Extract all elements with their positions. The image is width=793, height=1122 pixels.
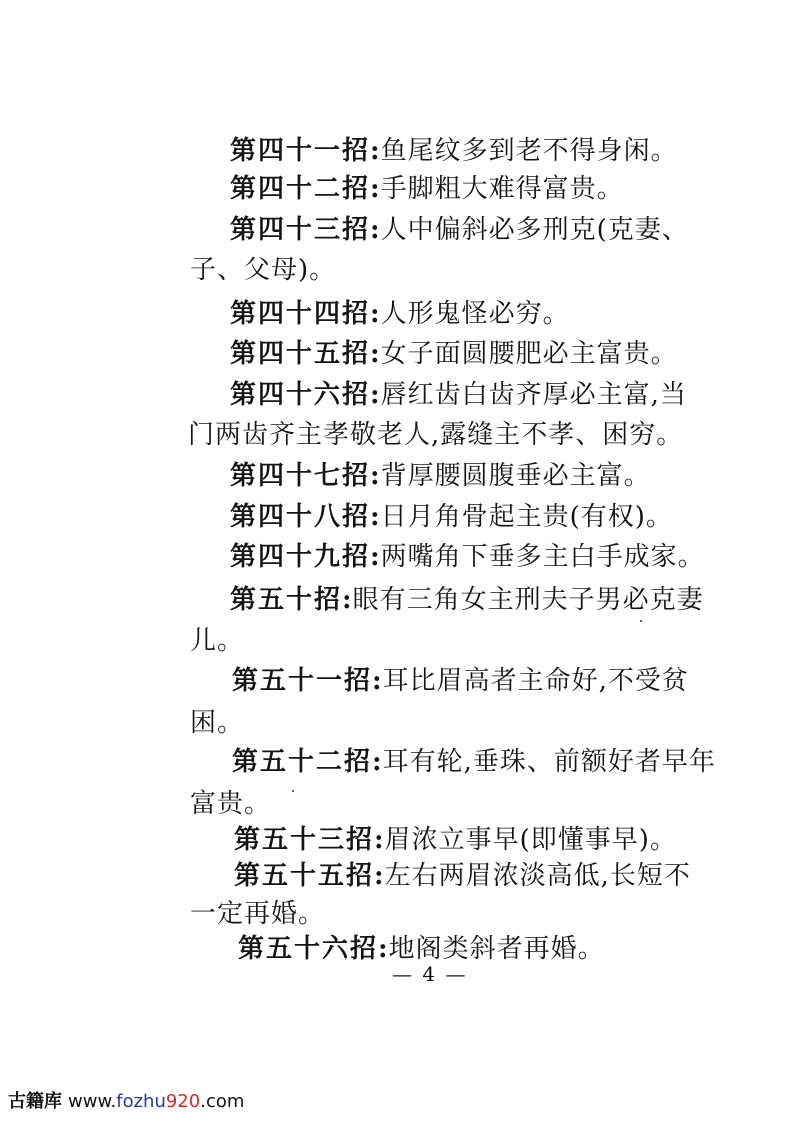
rule-label: 第五十六招	[238, 934, 379, 964]
rule-separator: :	[372, 666, 383, 696]
rule-label: 第五十五招	[234, 861, 375, 891]
rule-text: 耳比眉高者主命好,不受贫	[382, 666, 689, 696]
text-line-8	[188, 418, 683, 452]
rule-text-continuation: 富贵。	[190, 789, 272, 819]
rule-separator: :	[370, 215, 381, 245]
text-line-15	[190, 706, 244, 740]
text-line-6	[230, 337, 678, 371]
watermark-footer	[8, 1091, 244, 1113]
watermark-url-prefix: www.	[68, 1091, 117, 1112]
rule-text-continuation: 子、父母)。	[190, 255, 337, 285]
rule-text: 女子面圆腰肥必主富贵。	[380, 339, 678, 369]
rule-label: 第四十七招	[230, 461, 371, 491]
watermark-site-name: 古籍库	[8, 1091, 62, 1112]
text-line-1	[230, 134, 678, 168]
text-line-19	[234, 859, 691, 893]
scan-speck	[292, 790, 294, 792]
text-line-3	[230, 213, 689, 247]
rule-text: 手脚粗大难得富贵。	[380, 174, 624, 204]
rule-text: 地阁类斜者再婚。	[388, 934, 605, 964]
rule-label: 第四十二招	[230, 174, 371, 204]
rule-text-continuation: 困。	[190, 708, 245, 738]
rule-label: 第四十一招	[230, 136, 371, 166]
rule-label: 第五十二招	[232, 747, 373, 777]
text-line-4	[190, 253, 336, 287]
rule-separator: :	[370, 542, 381, 572]
rule-label: 第五十一招	[232, 666, 373, 696]
rule-text: 背厚腰圆腹垂必主富。	[380, 461, 651, 491]
rule-label: 第五十招	[230, 585, 343, 615]
rule-text-continuation: 门两齿齐主孝敬老人,露缝主不孝、困穷。	[188, 420, 684, 450]
text-line-14	[232, 664, 689, 698]
rule-text: 耳有轮,垂珠、前额好者早年	[382, 747, 716, 777]
text-line-17	[190, 787, 271, 821]
rule-separator: :	[370, 174, 381, 204]
text-line-10	[230, 500, 673, 534]
rule-separator: :	[342, 585, 353, 615]
rule-label: 第五十三招	[234, 825, 375, 855]
rule-text: 唇红齿白齿齐厚必主富,当	[380, 380, 687, 410]
watermark-url-number: 920	[165, 1091, 201, 1112]
watermark-url-suffix: .com	[200, 1091, 245, 1112]
rule-separator: :	[374, 825, 385, 855]
text-line-18	[234, 823, 677, 857]
text-line-5	[230, 297, 570, 331]
rule-label: 第四十三招	[230, 215, 371, 245]
rule-text: 眼有三角女主刑夫子男必克妻	[352, 585, 704, 615]
rule-text: 左右两眉浓淡高低,长短不	[384, 861, 691, 891]
rule-separator: :	[370, 299, 381, 329]
rule-separator: :	[372, 747, 383, 777]
text-line-16	[232, 745, 716, 779]
rule-text-continuation: 儿。	[190, 626, 245, 656]
rule-label: 第四十五招	[230, 339, 371, 369]
text-line-9	[230, 459, 651, 493]
watermark-url-domain: fozhu	[116, 1091, 166, 1112]
text-line-12	[230, 583, 704, 617]
rule-label: 第四十四招	[230, 299, 371, 329]
rule-separator: :	[370, 136, 381, 166]
rule-separator: :	[378, 934, 389, 964]
rule-text: 眉浓立事早(即懂事早)。	[384, 825, 677, 855]
text-line-2	[230, 172, 624, 206]
rule-separator: :	[370, 461, 381, 491]
text-line-20	[190, 897, 325, 931]
rule-separator: :	[370, 339, 381, 369]
rule-label: 第四十八招	[230, 502, 371, 532]
rule-text-continuation: 一定再婚。	[190, 899, 326, 929]
text-line-7	[230, 378, 687, 412]
rule-label: 第四十九招	[230, 542, 371, 572]
rule-separator: :	[370, 380, 381, 410]
text-line-21	[238, 932, 605, 966]
scan-speck	[640, 620, 642, 622]
rule-text: 两嘴角下垂多主白手成家。	[380, 542, 705, 572]
rule-separator: :	[370, 502, 381, 532]
text-line-11	[230, 540, 705, 574]
page-number: — 4 —	[392, 962, 468, 986]
rule-label: 第四十六招	[230, 380, 371, 410]
rule-separator: :	[374, 861, 385, 891]
rule-text: 人形鬼怪必穷。	[380, 299, 570, 329]
rule-text: 鱼尾纹多到老不得身闲。	[380, 136, 678, 166]
text-line-13	[190, 624, 244, 658]
rule-text: 人中偏斜必多刑克(克妻、	[380, 215, 689, 245]
rule-text: 日月角骨起主贵(有权)。	[380, 502, 673, 532]
